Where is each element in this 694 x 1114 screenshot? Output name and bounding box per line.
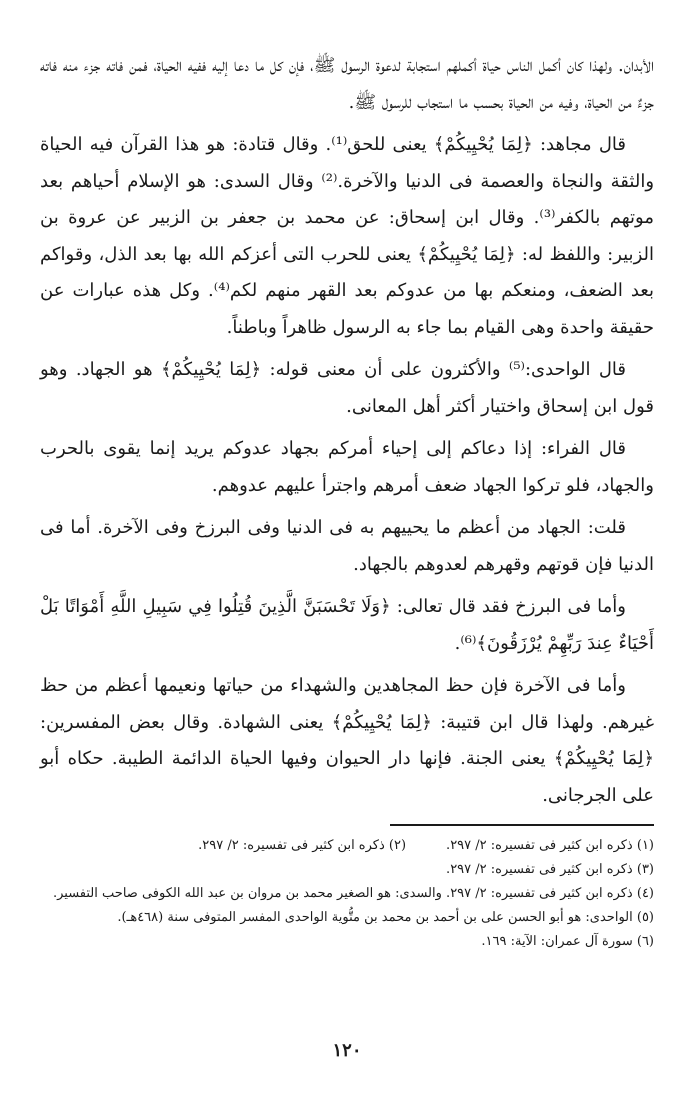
- footnote-divider: [390, 824, 654, 826]
- paragraph-6: وأما فى البرزخ فقد قال تعالى: ﴿وَلَا تَحْسَبَنَّ الَّذِينَ قُتِلُوا فِي سَبِيلِ اللَّهِ أَمْوَاتًا بَلْ أَحْيَاءٌ عِندَ رَبِّهِمْ يُرْزَقُونَ﴾⁽⁶⁾.: [40, 596, 654, 654]
- paragraph-4: قال الفراء: إذا دعاكم إلى إحياء أمركم بجهاد عدوكم يريد إنما يقوى بالحرب والجهاد، فلو تركوا الجهاد ضعف أمرهم واجترأ عليهم عدوهم.: [40, 438, 654, 496]
- book-page: [40, 48, 654, 954]
- page-number: ١٢٠: [332, 1040, 362, 1061]
- footnote-2: (٢) ذكره ابن كثير فى تفسيره: ٢/ ٢٩٧.: [198, 838, 407, 853]
- paragraph-5: قلت: الجهاد من أعظم ما يحييهم به فى الدنيا وفى البرزخ وفى الآخرة. أما فى الدنيا فإن قوتهم وقهرهم لعدوهم بالجهاد.: [40, 517, 654, 575]
- footnote-4: (٤) ذكره ابن كثير فى تفسيره: ٢/ ٢٩٧. والسدى: هو الصغير محمد بن مروان بن عبد الله الكوفى صاحب التفسير.: [52, 886, 654, 901]
- paragraph-2: قال مجاهد: ﴿لِمَا يُحْيِيكُمْ﴾ يعنى للحق⁽¹⁾. وقال قتادة: هو هذا القرآن فيه الحياة والثقة والنجاة والعصمة فى الدنيا والآخرة.⁽²⁾ وقال السدى: هو الإسلام أحياهم بعد موتهم بالكفر⁽³⁾. وقال ابن إسحاق: عن محمد بن جعفر بن الزبير عن عروة بن الزبير: واللفظ له: ﴿لِمَا يُحْيِيكُمْ﴾ يعنى للحرب التى أعزكم الله بها بعد الذل، وقواكم بعد الضعف، ومنعكم بها من عدوكم بعد القهر منهم لكم⁽⁴⁾. وكل هذه عبارات عن حقيقة واحدة وهى القيام بما جاء به الرسول ظاهراً وباطناً.: [40, 134, 655, 338]
- footnote-1: (١) ذكره ابن كثير فى تفسيره: ٢/ ٢٩٧.: [446, 838, 654, 853]
- paragraph-3: قال الواحدى:⁽⁵⁾ والأكثرون على أن معنى قوله: ﴿لِمَا يُحْيِيكُمْ﴾ هو الجهاد. وهو قول ابن إسحاق واختيار أكثر أهل المعانى.: [40, 359, 654, 417]
- paragraph-7: وأما فى الآخرة فإن حظ المجاهدين والشهداء من حياتها ونعيمها أعظم من حظ غيرهم. ولهذا قال ابن قتيبة: ﴿لِمَا يُحْيِيكُمْ﴾ يعنى الشهادة. وقال بعض المفسرين: ﴿لِمَا يُحْيِيكُمْ﴾ يعنى الجنة. فإنها دار الحيوان وفيها الحياة الدائمة الطيبة. حكاه أبو على الجرجانى.: [40, 675, 654, 806]
- paragraph-1: الأبدان. ولهذا كان أكمل الناس حياة أكملهم استجابة لدعوة الرسول ﷺ، فإن كل ما دعا إليه ففيه الحياة، فمن فاته جزء منه فاته جزءٌ من الحياة، وفيه من الحياة بحسب ما استجاب للرسول ﷺ.: [40, 55, 654, 113]
- footnote-row-1-2: [40, 834, 654, 858]
- footnote-5: (٥) الواحدى: هو أبو الحسن على بن أحمد بن محمد بن متُّوية الواحدى المفسر المتوفى سنة (٤٦٨هـ).: [117, 910, 654, 925]
- footnote-6: (٦) سورة آل عمران: الآية: ١٦٩.: [481, 934, 654, 949]
- footnote-3: (٣) ذكره ابن كثير فى تفسيره: ٢/ ٢٩٧.: [446, 862, 654, 877]
